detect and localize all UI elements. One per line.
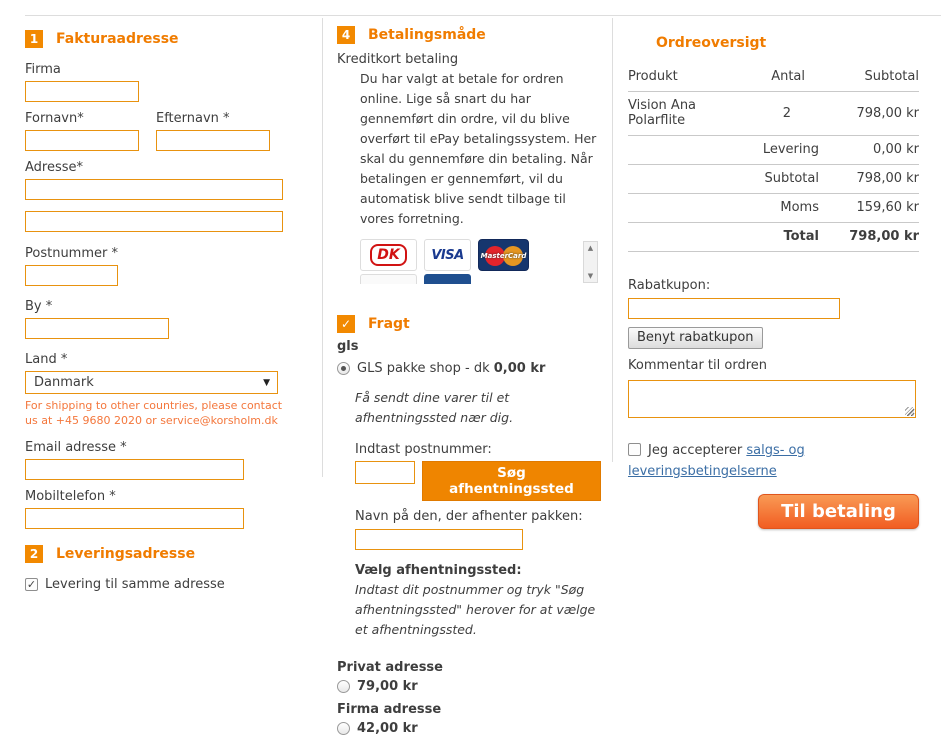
comment-label: Kommentar til ordren xyxy=(628,358,768,373)
shipping-section-title: Fragt xyxy=(368,316,410,332)
payment-description: Du har valgt at betale for ordren online. Lige så snart du har gennemført din ordre, vil du blive overført til ePay betalingssystem. Her skal du gennemføre din betaling. Når betalingen er gennemført, vil du automatisk blive sendt tilbage til vores forretning. xyxy=(360,71,597,226)
coupon-label: Rabatkupon: xyxy=(628,278,711,293)
firma-input[interactable] xyxy=(25,81,139,102)
dankort-label: DK xyxy=(370,244,406,266)
scroll-down-icon[interactable]: ▼ xyxy=(587,272,594,280)
column-divider-right xyxy=(612,18,613,462)
by-input[interactable] xyxy=(25,318,169,339)
choose-pickup-title: Vælg afhentningssted: xyxy=(355,563,522,578)
accept-terms-text: Jeg accepterer xyxy=(648,443,747,458)
summary-row-levering xyxy=(628,136,919,165)
section-number-badge: 1 xyxy=(25,30,43,48)
indtast-postnummer-label: Indtast postnummer: xyxy=(355,442,492,457)
summary-row-moms xyxy=(628,194,919,223)
billing-address-section xyxy=(25,30,287,592)
partial-card-icon xyxy=(360,274,417,284)
section-number-badge: 2 xyxy=(25,545,43,563)
card-logos-scrollbar[interactable] xyxy=(583,241,598,283)
mobiltelefon-label: Mobiltelefon * xyxy=(25,489,116,504)
product-qty: 2 xyxy=(782,105,791,121)
efternavn-input[interactable] xyxy=(156,130,270,151)
privat-radio[interactable] xyxy=(337,680,350,693)
accept-terms-checkbox[interactable] xyxy=(628,443,641,456)
search-pickup-button[interactable]: Søg afhentningssted xyxy=(422,461,601,501)
col-produkt: Produkt xyxy=(628,69,678,84)
order-overview-title: Ordreoversigt xyxy=(656,35,767,51)
summary-value: 798,00 kr xyxy=(856,171,919,186)
section-number-badge: 4 xyxy=(337,26,355,44)
by-label: By * xyxy=(25,299,53,314)
same-address-checkbox[interactable] xyxy=(25,578,38,591)
summary-row-subtotal xyxy=(628,165,919,194)
mobiltelefon-input[interactable] xyxy=(25,508,244,529)
chevron-down-icon: ▼ xyxy=(263,378,270,388)
privat-adresse-title: Privat adresse xyxy=(337,660,443,675)
pakkeshop-description: Få sendt dine varer til et afhentningssted nær dig. xyxy=(355,390,514,425)
choose-pickup-description: Indtast dit postnummer og tryk "Søg afhentningssted" herover for at vælge et afhentningssted. xyxy=(355,582,596,637)
apply-coupon-button[interactable]: Benyt rabatkupon xyxy=(628,327,763,349)
same-address-row xyxy=(25,577,287,592)
adresse-input-1[interactable] xyxy=(25,179,283,200)
carrier-name: gls xyxy=(337,339,359,354)
efternavn-label: Efternavn * xyxy=(156,111,230,126)
country-selected-value: Danmark xyxy=(34,375,94,390)
order-table xyxy=(628,63,919,252)
mastercard-label: MasterCard xyxy=(480,252,527,260)
terms-link[interactable]: salgs- og leveringsbetingelserne xyxy=(628,443,805,479)
pickup-name-label: Navn på den, der afhenter pakken: xyxy=(355,509,583,524)
total-row xyxy=(628,223,919,252)
shipping-section-header xyxy=(337,315,601,333)
country-select[interactable] xyxy=(25,371,278,394)
col-antal: Antal xyxy=(771,69,805,84)
pakkeshop-radio[interactable] xyxy=(337,362,350,375)
email-label: Email adresse * xyxy=(25,440,127,455)
firma-radio[interactable] xyxy=(337,722,350,735)
payment-method-label: Kreditkort betaling xyxy=(337,52,459,67)
firma-option-row xyxy=(337,721,601,736)
privat-option-row xyxy=(337,679,601,694)
billing-section-title: Fakturaadresse xyxy=(56,31,179,47)
privat-price: 79,00 kr xyxy=(357,679,418,694)
shipping-restriction-note: For shipping to other countries, please contact us at +45 9680 2020 or service@korsholm.dk xyxy=(25,399,283,427)
product-subtotal: 798,00 kr xyxy=(856,105,919,121)
coupon-input[interactable] xyxy=(628,298,840,319)
summary-label: Moms xyxy=(780,200,819,215)
postnummer-input[interactable] xyxy=(25,265,118,286)
email-input[interactable] xyxy=(25,459,244,480)
terms-row xyxy=(628,440,868,482)
summary-label: Subtotal xyxy=(764,171,819,186)
check-icon: ✓ xyxy=(337,315,355,333)
land-label: Land * xyxy=(25,352,68,367)
postnummer-label: Postnummer * xyxy=(25,246,118,261)
total-label: Total xyxy=(783,229,819,244)
pickup-name-input[interactable] xyxy=(355,529,523,550)
mastercard-card-icon xyxy=(478,239,529,271)
adresse-input-2[interactable] xyxy=(25,211,283,232)
payment-section-header xyxy=(337,26,601,44)
order-table-header xyxy=(628,63,919,92)
card-logos-scroller xyxy=(360,239,605,285)
order-overview-section xyxy=(628,28,919,529)
billing-section-header xyxy=(25,30,287,48)
scroll-up-icon[interactable]: ▲ xyxy=(587,244,594,252)
pakkeshop-price: 0,00 kr xyxy=(493,361,546,376)
fornavn-input[interactable] xyxy=(25,130,139,151)
pakkeshop-option-row xyxy=(337,361,601,376)
dankort-card-icon xyxy=(360,239,417,271)
payment-section xyxy=(337,26,601,736)
partial-card-icon xyxy=(424,274,471,284)
firma-label: Firma xyxy=(25,62,61,77)
same-address-label: Levering til samme adresse xyxy=(45,577,225,592)
pickup-postnummer-input[interactable] xyxy=(355,461,415,484)
firma-adresse-title: Firma adresse xyxy=(337,702,442,717)
summary-label: Levering xyxy=(762,142,819,157)
card-logos-partial-row xyxy=(360,274,605,284)
fornavn-label: Fornavn* xyxy=(25,111,84,126)
top-divider xyxy=(25,15,941,16)
product-name: Vision Ana Polarflite xyxy=(628,98,697,128)
total-value: 798,00 kr xyxy=(849,229,919,244)
summary-value: 0,00 kr xyxy=(873,142,919,157)
payment-section-title: Betalingsmåde xyxy=(368,27,486,43)
delivery-section-title: Leveringsadresse xyxy=(56,546,196,562)
checkout-button[interactable]: Til betaling xyxy=(758,494,919,529)
visa-card-icon: VISA xyxy=(424,239,471,271)
adresse-label: Adresse* xyxy=(25,160,84,175)
delivery-section-header xyxy=(25,545,287,563)
product-row xyxy=(628,92,919,136)
summary-value: 159,60 kr xyxy=(856,200,919,215)
pakkeshop-label: GLS pakke shop - dk 0,00 kr xyxy=(357,361,546,376)
firma-price: 42,00 kr xyxy=(357,721,418,736)
column-divider-left xyxy=(322,18,323,477)
col-subtotal: Subtotal xyxy=(864,69,919,84)
order-comment-textarea[interactable] xyxy=(628,380,916,418)
